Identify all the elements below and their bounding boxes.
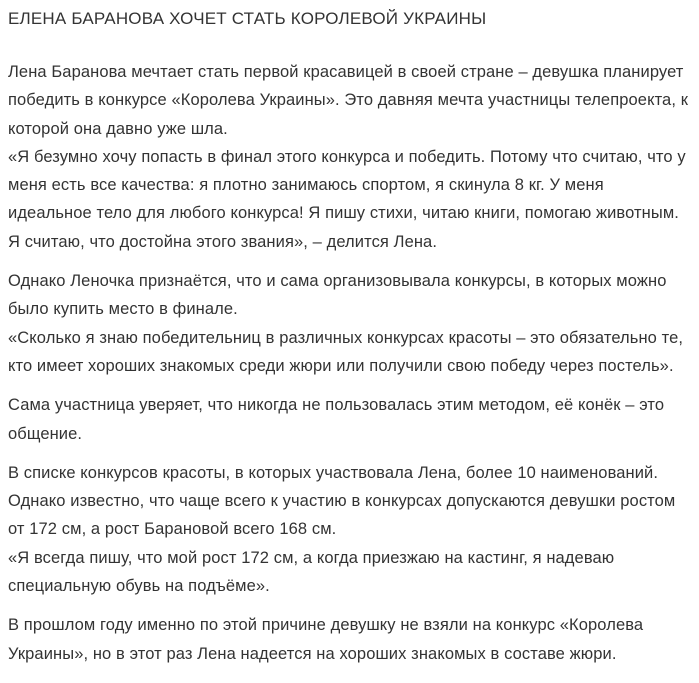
article-paragraph-method: Сама участница уверяет, что никогда не пользовалась этим методом, её конёк – это общение. — [8, 396, 665, 443]
page-title: ЕЛЕНА БАРАНОВА ХОЧЕТ СТАТЬ КОРОЛЕВОЙ УКРАИНЫ — [8, 9, 487, 28]
article-paragraph-confession: Однако Леночка признаётся, что и сама организовывала конкурсы, в которых можно было купить место в финале. — [8, 272, 667, 319]
article-paragraph-intro: Лена Баранова мечтает стать первой красавицей в своей стране – девушка планирует победить в конкурсе «Королева Украины». Это давняя мечта участницы телепроекта, к которой она давно уже шла. — [8, 63, 689, 138]
article-paragraph-quote-final: «Я безумно хочу попасть в финал этого конкурса и победить. Потому что считаю, что у меня есть все качества: я плотно занимаюсь спортом, я скинула 8 кг. У меня идеальное тело для любого конкурса! Я пишу стихи, читаю книги, помогаю животным. Я считаю, что достойна этого звания», – делится Лена. — [8, 147, 686, 251]
article-paragraph-quote-height: «Я всегда пишу, что мой рост 172 см, а когда приезжаю на кастинг, я надеваю специальную обувь на подъёме». — [8, 548, 615, 596]
article-paragraph-quote-winners: «Сколько я знаю победительниц в различных конкурсах красоты – это обязательно те, кто имеет хороших знакомых среди жюри или получили свою победу через постель». — [8, 328, 684, 375]
article-paragraph-conclusion: В прошлом году именно по этой причине девушку не взяли на конкурс «Королева Украины», но в этот раз Лена надеется на хороших знакомых в составе жюри. — [8, 616, 644, 663]
article-paragraph-contest-list: В списке конкурсов красоты, в которых участвовала Лена, более 10 наименований. Однако известно, что чаще всего к участию в конкурсах допускаются девушки ростом от 172 см, а рост Барановой всего 168 см. — [8, 463, 676, 539]
